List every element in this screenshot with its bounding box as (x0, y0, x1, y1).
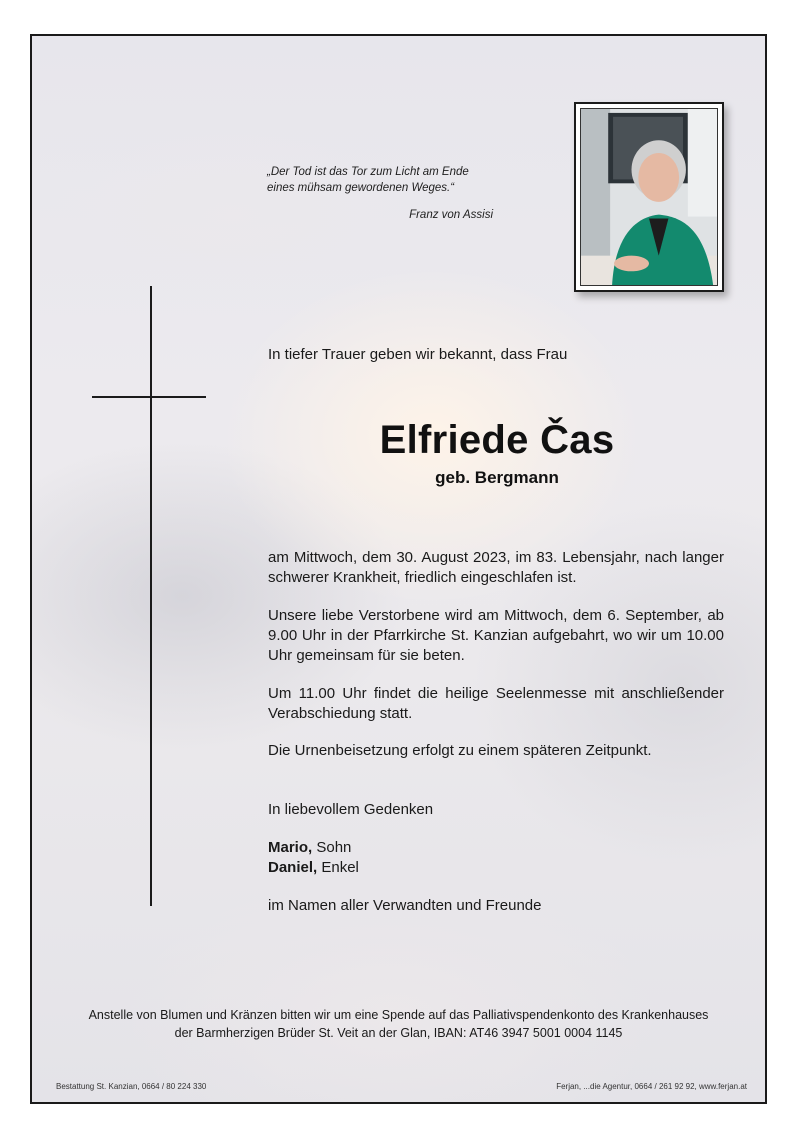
donation-line-2: der Barmherzigen Brüder St. Veit an der Glan, IBAN: AT46 3947 5001 0004 1145 (174, 1026, 623, 1040)
announcement-intro: In tiefer Trauer geben wir bekannt, dass Frau (268, 346, 568, 363)
mourner-name: Mario, (268, 839, 313, 856)
mourner-row (268, 858, 724, 878)
closing-line: im Namen aller Verwandten und Freunde (268, 897, 542, 914)
portrait-frame (574, 102, 724, 292)
deceased-name: Elfriede Čas (379, 418, 615, 462)
footer-undertaker: Bestattung St. Kanzian, 0664 / 80 224 330 (56, 1082, 207, 1091)
obituary-card (30, 34, 767, 1104)
footer-agency: Ferjan, ...die Agentur, 0664 / 261 92 92, www.ferjan.at (556, 1082, 747, 1091)
urn-paragraph: Die Urnenbeisetzung erfolgt zu einem späteren Zeitpunkt. (268, 742, 652, 759)
remembrance-line: In liebevollem Gedenken (268, 801, 434, 818)
cross-icon-horizontal (92, 396, 206, 398)
quote-block (267, 164, 507, 223)
quote-author: Franz von Assisi (409, 209, 493, 221)
donation-note (32, 1006, 765, 1042)
quote-line-2: eines mühsam gewordenen Weges.“ (267, 182, 455, 194)
portrait-photo (580, 108, 718, 286)
viewing-paragraph: Unsere liebe Verstorbene wird am Mittwoch, dem 6. September, ab 9.00 Uhr in der Pfarrkirche St. Kanzian aufgebahrt, wo wir um 10.00 Uhr gemeinsam für sie beten. (268, 607, 724, 664)
quote-line-1: „Der Tod ist das Tor zum Licht am Ende (267, 166, 469, 178)
mourner-relation: Sohn (312, 839, 352, 856)
mourner-relation: Enkel (317, 859, 359, 876)
mass-paragraph: Um 11.00 Uhr findet die heilige Seelenmesse mit anschließender Verabschiedung statt. (268, 685, 724, 722)
cross-icon-vertical (150, 286, 152, 906)
death-paragraph: am Mittwoch, dem 30. August 2023, im 83. Lebensjahr, nach langer schwerer Krankheit, friedlich eingeschlafen ist. (268, 549, 724, 586)
maiden-name: geb. Bergmann (435, 468, 559, 487)
mourner-name: Daniel, (268, 859, 318, 876)
mourner-row (268, 838, 724, 858)
donation-line-1: Anstelle von Blumen und Kränzen bitten wir um eine Spende auf das Palliativspendenkonto des Krankenhauses (88, 1008, 709, 1022)
